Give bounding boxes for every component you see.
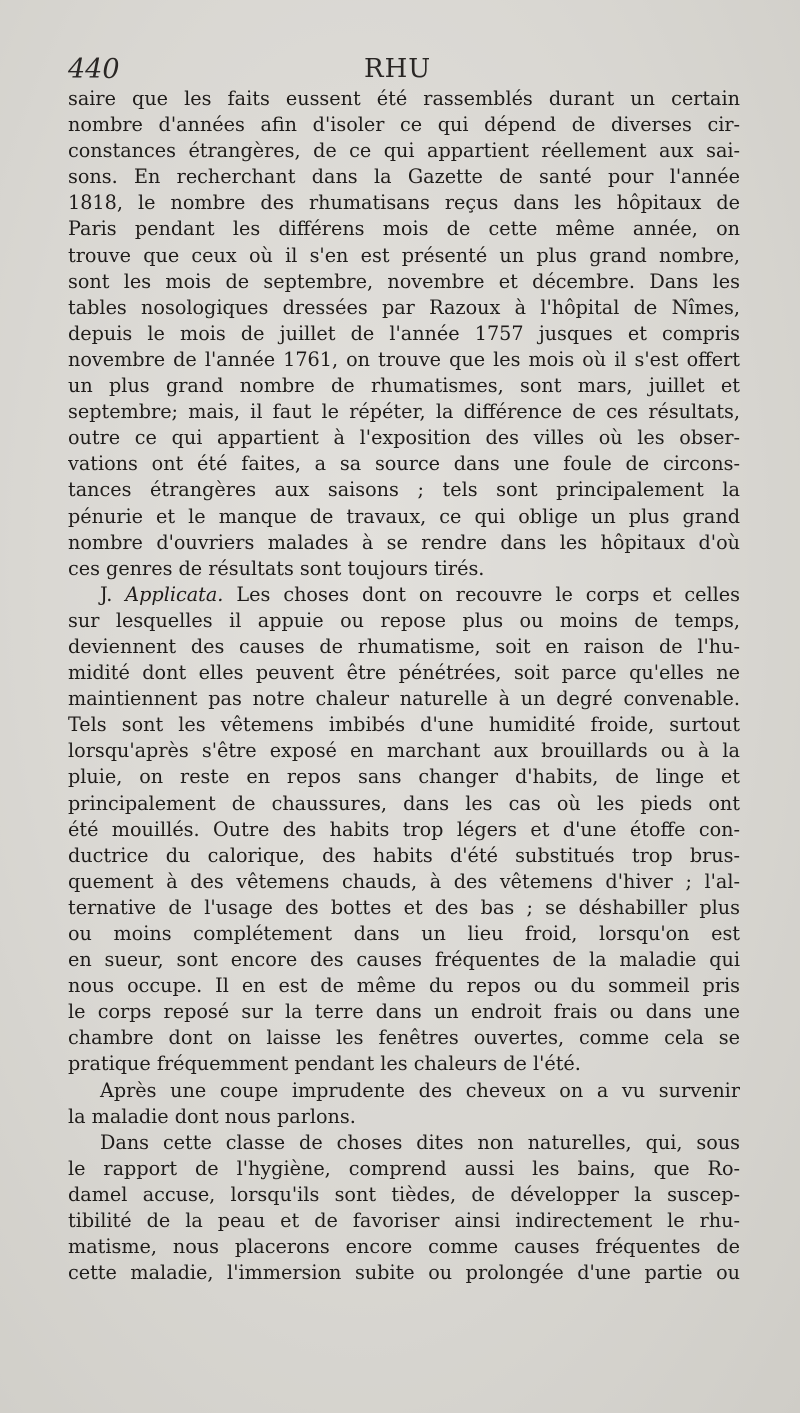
text-line: sont les mois de septembre, novembre et décembre. Dans les	[68, 269, 740, 293]
text-line: outre ce qui appartient à l'exposition des villes où les obser-	[68, 426, 740, 450]
text-line: nombre d'ouvriers malades à se rendre dans les hôpitaux d'où	[68, 530, 740, 554]
text-line: nous occupe. Il en est de même du repos ou du sommeil pris	[68, 974, 740, 998]
text-line: pluie, on reste en repos sans changer d'habits, de linge et	[68, 765, 740, 789]
text-line: chambre dont on laisse les fenêtres ouvertes, comme cela se	[68, 1026, 740, 1050]
section-first-line	[68, 582, 740, 608]
text-line: sons. En recherchant dans la Gazette de santé pour l'année	[68, 165, 740, 189]
text-line: ternative de l'usage des bottes et des bas ; se déshabiller plus	[68, 895, 740, 919]
text-line: novembre de l'année 1761, on trouve que les mois où il s'est offert	[68, 347, 740, 371]
text-line: ductrice du calorique, des habits d'été substitués trop brus-	[68, 843, 740, 867]
text-line: cette maladie, l'immersion subite ou prolongée d'une partie ou	[68, 1261, 740, 1285]
section-heading-applicata: Applicata.	[125, 582, 224, 606]
paragraph-seasons	[68, 86, 740, 582]
text-line: midité dont elles peuvent être pénétrées, soit parce qu'elles ne	[68, 661, 740, 685]
text-line: ou moins complétement dans un lieu froid, lorsqu'on est	[68, 922, 740, 945]
text-line: en sueur, sont encore des causes fréquentes de la maladie qui	[68, 948, 740, 972]
section-label: J.	[100, 582, 126, 606]
text-line: maintiennent pas notre chaleur naturelle à un degré convenable.	[68, 687, 740, 711]
text-line: pratique fréquemment pendant les chaleurs de l'été.	[68, 1052, 581, 1076]
text-line: trouve que ceux où il s'en est présenté un plus grand nombre,	[68, 243, 740, 267]
text-line: saire que les faits eussent été rassemblés durant un certain	[68, 87, 740, 110]
body-text	[68, 86, 740, 1286]
text-line: deviennent des causes de rhumatisme, soit en raison de l'hu-	[68, 634, 740, 658]
text-line: matisme, nous placerons encore comme causes fréquentes de	[68, 1235, 740, 1259]
text-line: 1818, le nombre des rhumatisans reçus dans les hôpitaux de	[68, 191, 740, 215]
text-line: ces genres de résultats sont toujours tirés.	[68, 556, 485, 580]
text-line: Paris pendant les différens mois de cette même année, on	[68, 217, 740, 241]
text-line: sur lesquelles il appuie ou repose plus ou moins de temps,	[68, 608, 740, 632]
text-line: Après une coupe imprudente des cheveux on a vu survenir	[100, 1078, 740, 1102]
text-line: pénurie et le manque de travaux, ce qui oblige un plus grand	[68, 504, 740, 528]
text-line: vations ont été faites, a sa source dans une foule de circons-	[68, 452, 740, 476]
text-line: septembre; mais, il faut le répéter, la différence de ces résultats,	[68, 400, 740, 424]
text-line: tables nosologiques dressées par Razoux à l'hôpital de Nîmes,	[68, 295, 740, 319]
page-number: 440	[68, 54, 120, 85]
paragraph-haircut	[68, 1078, 740, 1130]
text-line: lorsqu'après s'être exposé en marchant aux brouillards ou à la	[68, 739, 740, 763]
text-line: principalement de chaussures, dans les cas où les pieds ont	[68, 791, 740, 815]
running-head-word: RHU	[364, 54, 432, 84]
section-first-line-text: Les choses dont on recouvre le corps et celles	[223, 582, 740, 606]
paragraph-applicata	[68, 582, 740, 1078]
text-line: tibilité de la peau et de favoriser ainsi indirectement le rhu-	[68, 1209, 740, 1233]
text-line: le rapport de l'hygiène, comprend aussi les bains, que Ro-	[68, 1156, 740, 1180]
text-line: quement à des vêtemens chauds, à des vêtemens d'hiver ; l'al-	[68, 869, 740, 893]
text-line: Dans cette classe de choses dites non naturelles, qui, sous	[100, 1130, 740, 1154]
running-head	[68, 50, 740, 90]
text-line: damel accuse, lorsqu'ils sont tièdes, de développer la suscep-	[68, 1182, 740, 1206]
text-line: depuis le mois de juillet de l'année 1757 jusques et compris	[68, 321, 740, 345]
text-line: nombre d'années afin d'isoler ce qui dépend de diverses cir-	[68, 113, 740, 137]
text-line: Tels sont les vêtemens imbibés d'une humidité froide, surtout	[68, 713, 740, 737]
paragraph-baths	[68, 1130, 740, 1287]
text-line: la maladie dont nous parlons.	[68, 1104, 356, 1128]
text-line: tances étrangères aux saisons ; tels sont principalement la	[68, 478, 740, 502]
text-line: le corps reposé sur la terre dans un endroit frais ou dans une	[68, 1000, 740, 1024]
text-line: constances étrangères, de ce qui appartient réellement aux sai-	[68, 139, 740, 163]
text-line: été mouillés. Outre des habits trop légers et d'une étoffe con-	[68, 817, 740, 841]
text-line: un plus grand nombre de rhumatismes, sont mars, juillet et	[68, 374, 740, 398]
